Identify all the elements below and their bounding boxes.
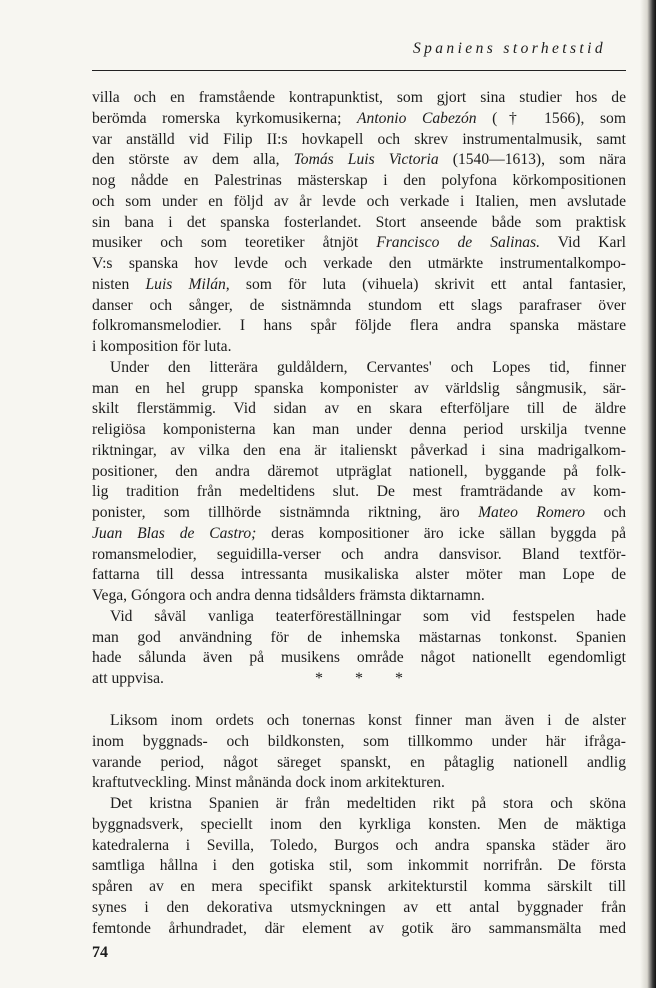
text-line: berömda romerska kyrkomusikerna; Antonio Cabezón († 1566), som [92, 109, 626, 127]
text-line: man god användning för de inhemska mästarnas tonkonst. Spanien [92, 628, 626, 646]
text-line: Juan Blas de Castro; deras kompositioner äro icke sällan byggda på [92, 524, 626, 542]
body-text-section-2 [92, 711, 626, 939]
text-line: Liksom inom ordets och tonernas konst finner man även i de alster [110, 712, 626, 729]
text-line: villa och en framstående kontrapunktist, som gjort sina studier hos de [92, 89, 626, 106]
body-text-section-1 [92, 88, 626, 690]
text-line: katedralerna i Sevilla, Toledo, Burgos och andra spanska städer äro [92, 836, 626, 854]
text-line: Det kristna Spanien är från medeltiden rikt på stora och sköna [110, 795, 626, 812]
text-line: och som under en följd av år levde och verkade i Italien, men avslutade [92, 192, 626, 210]
text-line: danser och sånger, de sistnämnda stundom ett slags parafraser över [92, 296, 626, 314]
text-line: den störste av dem alla, Tomás Luis Victoria (1540—1613), som nära [92, 151, 626, 169]
text-line: i komposition för luta. [92, 338, 232, 355]
text-line: lig tradition från medeltidens slut. De mest framträdande av kom- [92, 483, 626, 501]
page-number: 74 [92, 944, 108, 961]
text-line: musiker och som teoretiker åtnjöt Francisco de Salinas. Vid Karl [92, 234, 626, 252]
header-rule [92, 70, 626, 71]
text-line: samtliga hållna i den gotiska stil, som inkommit norrifrån. De första [92, 857, 626, 875]
text-line: skilt flerstämmig. Vid sidan av en skara efterföljare till de äldre [92, 400, 626, 418]
separator-glyph: * * * [315, 670, 403, 687]
text-line: Vega, Góngora och andra denna tidsålders främsta diktarnamn. [92, 587, 485, 604]
text-line: hade sålunda även på musikens område något nationellt egendomligt [92, 649, 626, 667]
text-line: religiösa komponisterna kan man under denna period urskilja tvenne [92, 421, 626, 438]
text-line: man en hel grupp spanska komponister av världslig sångmusik, sär- [92, 379, 626, 397]
text-line: femtonde århundradet, där element av gotik äro sammansmälta med [92, 919, 626, 937]
text-line: fattarna till dessa intressanta musikaliska alster möter man Lope de [92, 566, 626, 584]
text-line: folkromansmelodier. I hans spår följde flera andra spanska mästare [92, 317, 626, 335]
text-line: nog nådde en Palestrinas mästerskap i den polyfona körkompositionen [92, 172, 626, 189]
text-line: varande period, något säreget spanskt, en påtaglig nationell andlig [92, 753, 626, 771]
text-line: V:s spanska hov levde och verkade den utmärkte instrumentalkompo- [92, 255, 626, 272]
text-line: ponister, som tillhörde sistnämnda riktning, äro Mateo Romero och [92, 504, 627, 521]
text-line: positioner, den andra däremot utpräglat nationell, byggande på folk- [92, 462, 626, 480]
section-separator [92, 670, 626, 700]
text-line: inom byggnads- och bildkonsten, som tillkommo under här ifråga- [92, 732, 626, 750]
text-line: sin bana i det spanska fosterlandet. Stort anseende både som praktisk [92, 213, 626, 231]
text-line: riktningar, av vilka den ena är italienskt påverkad i sina madrigalkom- [92, 441, 626, 459]
text-line: nisten Luis Milán, som för luta (vihuela) skrivit ett antal fantasier, [92, 275, 626, 293]
text-line: synes i den dekorativa utsmyckningen av ett antal byggnader från [92, 898, 626, 916]
text-line: romansmelodier, seguidilla-verser och andra dansvisor. Bland textför- [92, 545, 626, 563]
text-line: var anställd vid Filip II:s hovkapell och skrev instrumentalmusik, samt [92, 130, 626, 148]
text-line: Under den litterära guldåldern, Cervantes' och Lopes tid, finner [110, 358, 626, 376]
text-line: kraftutveckling. Minst månända dock inom arkitekturen. [92, 774, 445, 792]
running-head: Spaniens storhetstid [412, 40, 606, 57]
text-line: att uppvisa. [92, 670, 164, 687]
text-line: spåren av en mera specifikt spansk arkitekturstil komma särskilt till [92, 878, 626, 895]
text-line: byggnadsverk, speciellt inom den kyrkliga konsten. Men de mäktiga [92, 815, 626, 833]
text-line: Vid såväl vanliga teaterföreställningar som vid festspelen hade [110, 607, 626, 625]
scan-edge-shadow [640, 0, 656, 988]
